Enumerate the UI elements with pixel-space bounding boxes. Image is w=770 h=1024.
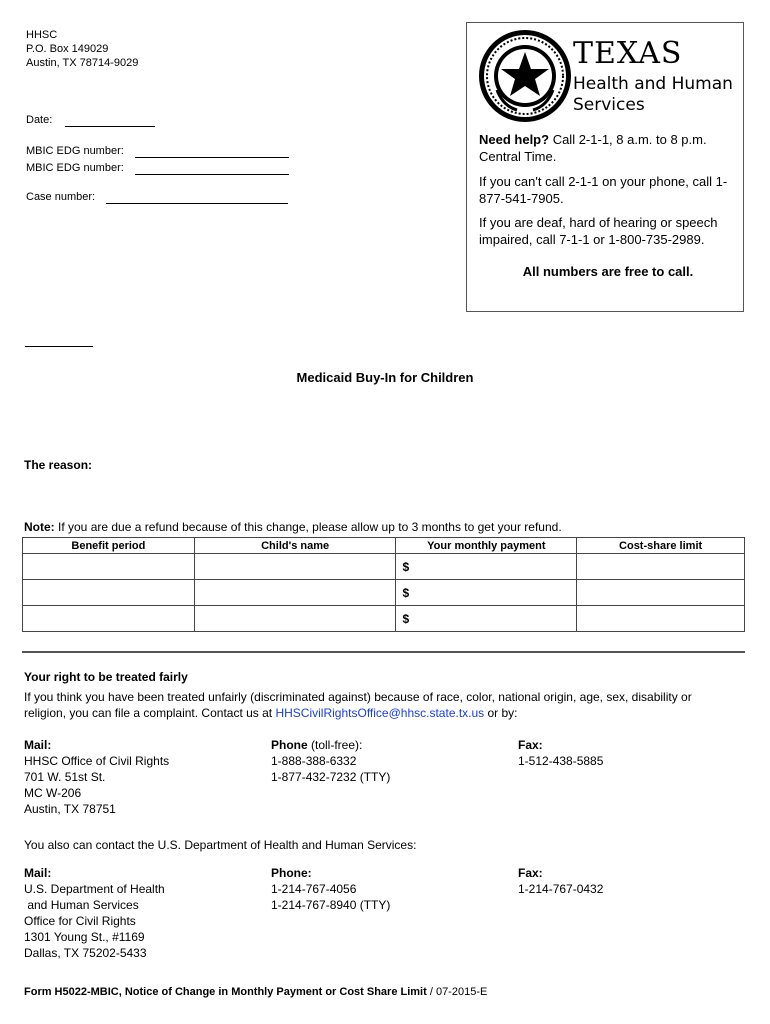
cell-monthly-payment[interactable]: $: [396, 554, 577, 580]
header-cost-share-limit: Cost-share limit: [577, 538, 745, 554]
payment-table: [22, 537, 745, 632]
cell-benefit-period[interactable]: [23, 580, 195, 606]
logo-texas: TEXAS: [573, 36, 683, 71]
rights-heading: Your right to be treated fairly: [24, 670, 188, 684]
rights-text: [24, 689, 736, 721]
date-field: [26, 113, 155, 127]
cell-childs-name[interactable]: [194, 606, 396, 632]
mbic-field-2: [26, 161, 289, 175]
cell-childs-name[interactable]: [194, 580, 396, 606]
contact1-fax-line: 1-512-438-5885: [518, 754, 604, 768]
logo-line3: Services: [573, 95, 645, 115]
contact1-phone: [271, 737, 511, 785]
case-blank[interactable]: [106, 191, 288, 204]
note-bold: Note:: [24, 520, 55, 534]
note-text: If you are due a refund because of this change, please allow up to 3 months to get your refund.: [54, 520, 562, 534]
sender-org: HHSC: [26, 29, 58, 41]
contact1-phone-label: Phone: [271, 738, 308, 752]
contact1-mail-line: HHSC Office of Civil Rights: [24, 754, 170, 768]
free-text: All numbers are free to call.: [522, 264, 694, 279]
contact1-mail-label: Mail:: [24, 738, 52, 752]
mbic-blank-1[interactable]: [135, 145, 289, 158]
mbic-blank-2[interactable]: [135, 162, 289, 175]
civil-rights-email-link[interactable]: HHSCivilRightsOffice@hhsc.state.tx.us: [275, 706, 485, 720]
contact1-fax-label: Fax:: [518, 738, 543, 752]
footer-form-name: Form H5022-MBIC, Notice of Change in Monthly Payment or Cost Share Limit: [24, 986, 427, 998]
texas-seal-icon: [477, 28, 573, 124]
header-benefit-period: Benefit period: [23, 538, 195, 554]
contact2-mail-line: and Human Services: [24, 898, 139, 912]
table-header-row: [23, 538, 745, 554]
contact1-mail-line: Austin, TX 78751: [24, 802, 116, 816]
contact2-phone: [271, 865, 511, 913]
contact2-fax: [518, 865, 738, 897]
need-help-text: [479, 131, 737, 165]
need-help-rest: Call 2-1-1, 8 a.m. to 8 p.m. Central Time.: [479, 132, 707, 164]
header-monthly-payment: Your monthly payment: [396, 538, 577, 554]
short-rule: [25, 346, 93, 347]
cell-benefit-period[interactable]: [23, 554, 195, 580]
cell-cost-share-limit[interactable]: [577, 554, 745, 580]
contact1-fax: [518, 737, 738, 769]
contact1-mail: [24, 737, 264, 817]
case-label: Case number:: [26, 191, 96, 203]
table-row: [23, 606, 745, 632]
table-row: [23, 580, 745, 606]
sender-address: [26, 28, 138, 70]
cell-benefit-period[interactable]: [23, 606, 195, 632]
contact2-mail-label: Mail:: [24, 866, 52, 880]
logo-line2: Health and Human: [573, 74, 733, 94]
cell-childs-name[interactable]: [194, 554, 396, 580]
contact2-phone-line: 1-214-767-4056: [271, 882, 357, 896]
contact1-phone-line: 1-888-388-6332: [271, 754, 357, 768]
header-childs-name: Child's name: [194, 538, 396, 554]
cant-call-text: If you can't call 2-1-1 on your phone, call 1-877-541-7905.: [479, 174, 728, 206]
contact1-mail-line: MC W-206: [24, 786, 82, 800]
mbic-label-2: MBIC EDG number:: [26, 162, 124, 174]
footer-version: / 07-2015-E: [426, 986, 488, 998]
section-divider: [22, 651, 745, 653]
date-blank[interactable]: [65, 114, 155, 127]
cell-monthly-payment[interactable]: $: [396, 606, 577, 632]
table-row: [23, 554, 745, 580]
page-title: Medicaid Buy-In for Children: [296, 370, 474, 385]
sender-city: Austin, TX 78714-9029: [26, 57, 139, 69]
sender-po-box: P.O. Box 149029: [26, 43, 109, 55]
cell-monthly-payment[interactable]: $: [396, 580, 577, 606]
cell-cost-share-limit[interactable]: [577, 580, 745, 606]
date-label: Date:: [26, 114, 53, 126]
form-footer: [24, 985, 487, 999]
contact2-mail-line: U.S. Department of Health: [24, 882, 165, 896]
help-box: [466, 22, 744, 312]
contact2-mail: [24, 865, 264, 961]
deaf-text: If you are deaf, hard of hearing or speech impaired, call 7-1-1 or 1-800-735-2989.: [479, 215, 718, 247]
cell-cost-share-limit[interactable]: [577, 606, 745, 632]
rights-text-1: If you think you have been treated unfairly (discriminated against) because of race, color, national origin, age, sex, disability or religion, you can file a complaint. Contact us at: [24, 690, 692, 720]
case-field: [26, 190, 288, 204]
contact2-mail-line: Dallas, TX 75202-5433: [24, 946, 147, 960]
contact1-mail-line: 701 W. 51st St.: [24, 770, 106, 784]
mbic-field-1: [26, 144, 289, 158]
contact1-phone-suffix: (toll-free):: [307, 738, 363, 752]
refund-note: [24, 519, 562, 535]
rights-text-2: or by:: [484, 706, 518, 720]
reason-label: The reason:: [24, 458, 93, 472]
contact1-phone-line: 1-877-432-7232 (TTY): [271, 770, 391, 784]
also-contact-text: You also can contact the U.S. Department of Health and Human Services:: [24, 838, 417, 852]
contact2-fax-label: Fax:: [518, 866, 543, 880]
contact2-mail-line: Office for Civil Rights: [24, 914, 136, 928]
contact2-phone-line: 1-214-767-8940 (TTY): [271, 898, 391, 912]
contact2-phone-label: Phone:: [271, 866, 312, 880]
contact2-fax-line: 1-214-767-0432: [518, 882, 604, 896]
need-help-bold: Need help?: [479, 132, 550, 147]
contact2-mail-line: 1301 Young St., #1169: [24, 930, 145, 944]
mbic-label-1: MBIC EDG number:: [26, 145, 124, 157]
